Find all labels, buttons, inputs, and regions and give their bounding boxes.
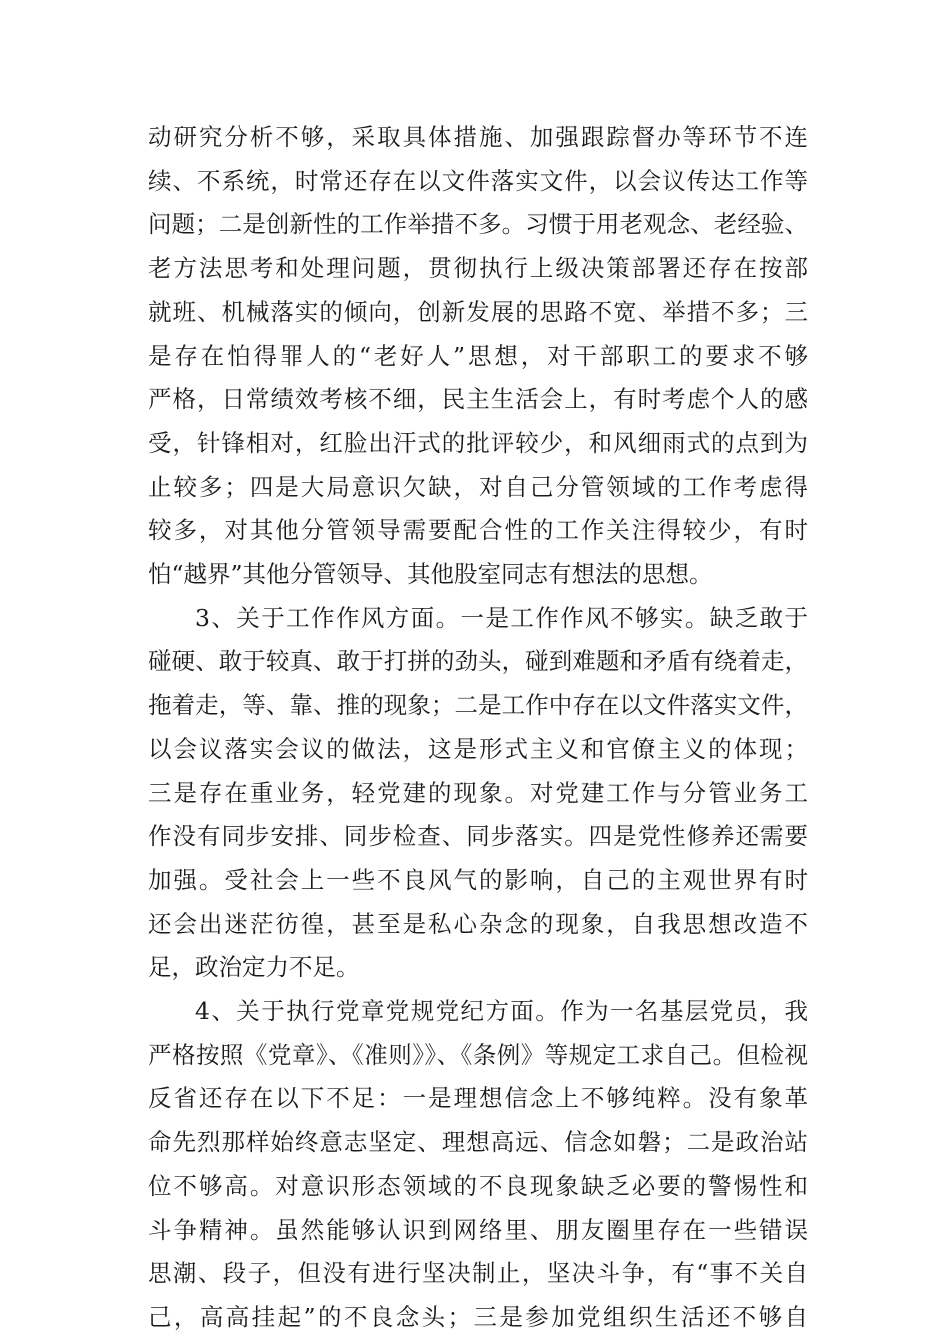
text-line: 老方法思考和处理问题，贯彻执行上级决策部署还存在按部 (148, 254, 808, 283)
document-body (148, 116, 808, 1340)
text-line: 己，高高挂起”的不良念头；三是参加党组织生活还不够自 (148, 1302, 808, 1331)
text-line: 位不够高。对意识形态领域的不良现象缺乏必要的警惕性和 (148, 1171, 808, 1200)
text-line: 严格，日常绩效考核不细，民主生活会上，有时考虑个人的感 (148, 385, 808, 414)
text-line: 就班、机械落实的倾向，创新发展的思路不宽、举措不多；三 (148, 297, 808, 326)
text-line: 足，政治定力不足。 (148, 953, 360, 982)
text-line: 三是存在重业务，轻党建的现象。对党建工作与分管业务工 (148, 778, 808, 807)
text-line: 怕“越界”其他分管领导、其他股室同志有想法的思想。 (148, 560, 713, 589)
text-line: 作没有同步安排、同步检查、同步落实。四是党性修养还需要 (148, 822, 808, 851)
text-line: 加强。受社会上一些不良风气的影响，自己的主观世界有时 (148, 865, 808, 894)
text-line: 严格按照《党章》、《准则》》、《条例》等规定工求自己。但检视 (148, 1040, 808, 1069)
text-line: 斗争精神。虽然能够认识到网络里、朋友圈里存在一些错误 (148, 1215, 808, 1244)
text-line: 思潮、段子，但没有进行坚决制止，坚决斗争，有“事不关自 (148, 1259, 808, 1288)
text-line: 问题；二是创新性的工作举措不多。习惯于用老观念、老经验、 (148, 210, 808, 239)
text-line: 4、关于执行党章党规党纪方面。作为一名基层党员，我 (195, 997, 808, 1026)
text-line: 拖着走，等、靠、推的现象；二是工作中存在以文件落实文件， (148, 691, 808, 720)
text-line: 3、关于工作作风方面。一是工作作风不够实。缺乏敢于 (195, 603, 808, 632)
paragraph-continuation (148, 116, 808, 597)
text-line: 以会议落实会议的做法，这是形式主义和官僚主义的体现； (148, 734, 808, 763)
text-line: 是存在怕得罪人的“老好人”思想，对干部职工的要求不够 (148, 341, 808, 370)
text-line: 续、不系统，时常还存在以文件落实文件，以会议传达工作等 (148, 166, 808, 195)
text-line: 碰硬、敢于较真、敢于打拼的劲头，碰到难题和矛盾有绕着走， (148, 647, 808, 676)
text-line: 反省还存在以下不足：一是理想信念上不够纯粹。没有象革 (148, 1084, 808, 1113)
paragraph-work-style (148, 597, 808, 990)
text-line: 较多，对其他分管领导需要配合性的工作关注得较少，有时 (148, 516, 808, 545)
text-line: 动研究分析不够，采取具体措施、加强跟踪督办等环节不连 (148, 123, 808, 151)
text-line: 受，针锋相对，红脸出汗式的批评较少，和风细雨式的点到为 (148, 428, 808, 457)
text-line: 止较多；四是大局意识欠缺，对自己分管领域的工作考虑得 (148, 472, 808, 501)
text-line: 命先烈那样始终意志坚定、理想高远、信念如磐；二是政治站 (148, 1128, 808, 1157)
paragraph-party-rules (148, 990, 808, 1340)
text-line: 还会出迷茫彷徨，甚至是私心杂念的现象，自我思想改造不 (148, 909, 808, 938)
